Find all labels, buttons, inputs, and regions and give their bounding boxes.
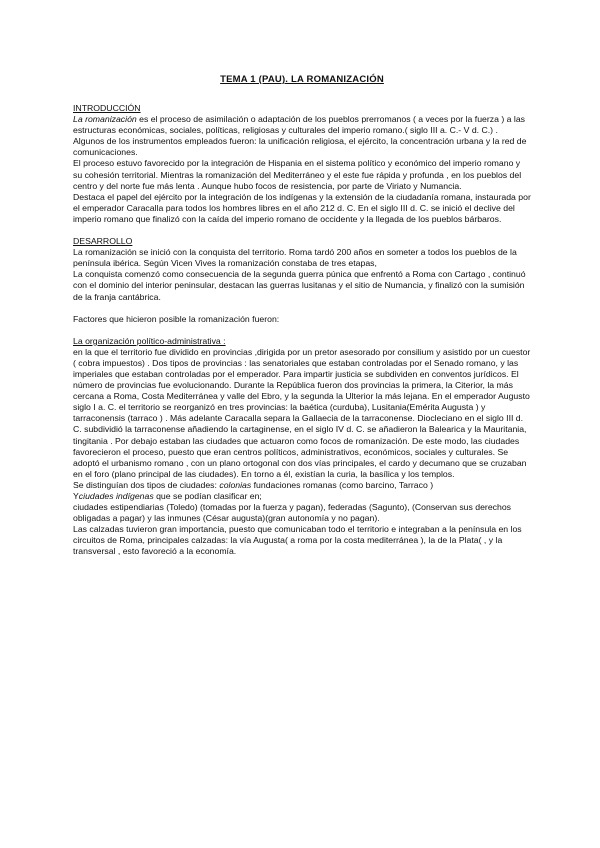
tipos-ciudades-line <box>73 480 531 491</box>
organizacion-paragraph-1: en la que el territorio fue dividido en provincias ,dirigida por un pretor asesorado por consilium y asistido por un cuestor ( cobra impuestos) . Dos tipos de provincias : las senatoriales que estaban controladas por el Senado romano, y las imperiales que estaban controladas por el emperador. Para impartir justicia se subdividen en conventos jurídicos. El número de provincias fue evolucionando. Durante la República fueron dos provincias la primera, la Citerior, la más cercana a Roma, Costa Mediterránea y valle del Ebro, y la segunda la Ulterior la más lejana. En el emperador Augusto siglo I a. C. el territorio se reorganizó en tres provincias: la baética (curduba), Lusitania(Emérita Augusta ) y tarraconensis (tarraco ) . Más adelante Caracalla separa la Gallaecia de la tarraconense. Diocleciano en el siglo III d. C. subdividió la tarraconense añadiendo la cartaginense, en el siglo IV d. C. se añadieron la Balearica y la Mauritania, tingitania . Por debajo estaban las ciudades que actuaron como focos de romanización. De este modo, las ciudades favorecieron el proceso, puesto que eran centros políticos, administrativos, económicos, sociales y culturales. Se adoptó el urbanismo romano , con un plano ortogonal con dos vías principales, el cardo y decumano que se cruzaban en el foro (plano principal de las ciudades). En torno a él, existían la curia, la basílica y los templos. <box>73 346 531 479</box>
desarrollo-paragraph-1: La romanización se inició con la conquista del territorio. Roma tardó 200 años en someter a todos los pueblos de la península ibérica. Según Vicen Vives la romanización constaba de tres etapas, <box>73 247 517 269</box>
intro-paragraph-1-text: es el proceso de asimilación o adaptación de los pueblos prerromanos ( a veces por la fuerza ) a las estructuras económicas, sociales, políticas, religiosas y culturales del imperio romano.( siglo III a. C.- V d. C.) . Algunos de los instrumentos empleados fueron: la unificación religiosa, el ejército, la concentración urbana y la red de comunicaciones. <box>73 114 527 158</box>
tipos-ciudades-tail: fundaciones romanas (como barcino, Tarraco ) <box>251 479 434 490</box>
spacer <box>73 325 531 336</box>
desarrollo-paragraph-2: La conquista comenzó como consecuencia de la segunda guerra púnica que enfrentó a Roma con Cartago , continuó con el dominio del interior peninsular, destacan las guerras lusitanas y el sitio de Numancia, y finalizó con la sumisión de la franja cantábrica. <box>73 269 526 302</box>
desarrollo-heading: DESARROLLO <box>73 236 133 247</box>
document-title: TEMA 1 (PAU). LA ROMANIZACIÓN <box>220 74 384 85</box>
ciudades-indigenas-term: ciudades indígenas <box>78 491 154 501</box>
ciudades-indigenas-lead: Y <box>73 491 79 501</box>
factores-line: Factores que hicieron posible la romanización fueron: <box>73 313 280 324</box>
tipos-ciudades-lead: Se distinguían dos tipos de ciudades: <box>73 479 220 490</box>
organizacion-heading: La organización político-administrativa : <box>73 335 226 346</box>
calzadas-paragraph: Las calzadas tuvieron gran importancia, puesto que comunicaban todo el territorio e integraban a la península en los circuitos de Roma, principales calzadas: la vía Augusta( a roma por la costa mediterránea ), la de la Plata( , y la transversal , esto favoreció a la economía. <box>73 524 522 557</box>
spacer <box>73 225 531 236</box>
intro-paragraph-1 <box>73 114 531 158</box>
intro-paragraph-2: El proceso estuvo favorecido por la integración de Hispania en el sistema político y económico del imperio romano y su cohesión territorial. Mientras la romanización del Mediterráneo y el este fue rápida y profunda , en los pueblos del centro y del norte fue más lenta . Aunque hubo focos de resistencia, por parte de Viriato y Numancia. <box>73 158 522 191</box>
intro-heading: INTRODUCCIÓN <box>73 103 141 113</box>
romanizacion-term: La romanización <box>73 114 137 125</box>
ciudades-indigenas-line <box>73 491 531 502</box>
colonias-term: colonias <box>219 479 252 490</box>
document-page <box>73 74 531 558</box>
intro-paragraph-3: Destaca el papel del ejército por la integración de los indígenas y la extensión de la ciudadanía romana, instaurada por el emperador Caracalla para todos los hombres libres en el año 212 d. C. En el siglo III d. C. se inició el declive del imperio romano que finalizó con la caída del imperio romano de occidente y la llegada de los pueblos bárbaros. <box>73 191 531 224</box>
ciudades-indigenas-tail: que se podían clasificar en; <box>153 491 262 501</box>
ciudades-clasificacion: ciudades estipendiarias (Toledo) (tomadas por la fuerza y pagan), federadas (Sagunto), (Conservan sus derechos obligadas a pagar) y las inmunes (César augusta)(gran autonomía y no pagan). <box>73 502 511 524</box>
spacer <box>73 303 531 314</box>
